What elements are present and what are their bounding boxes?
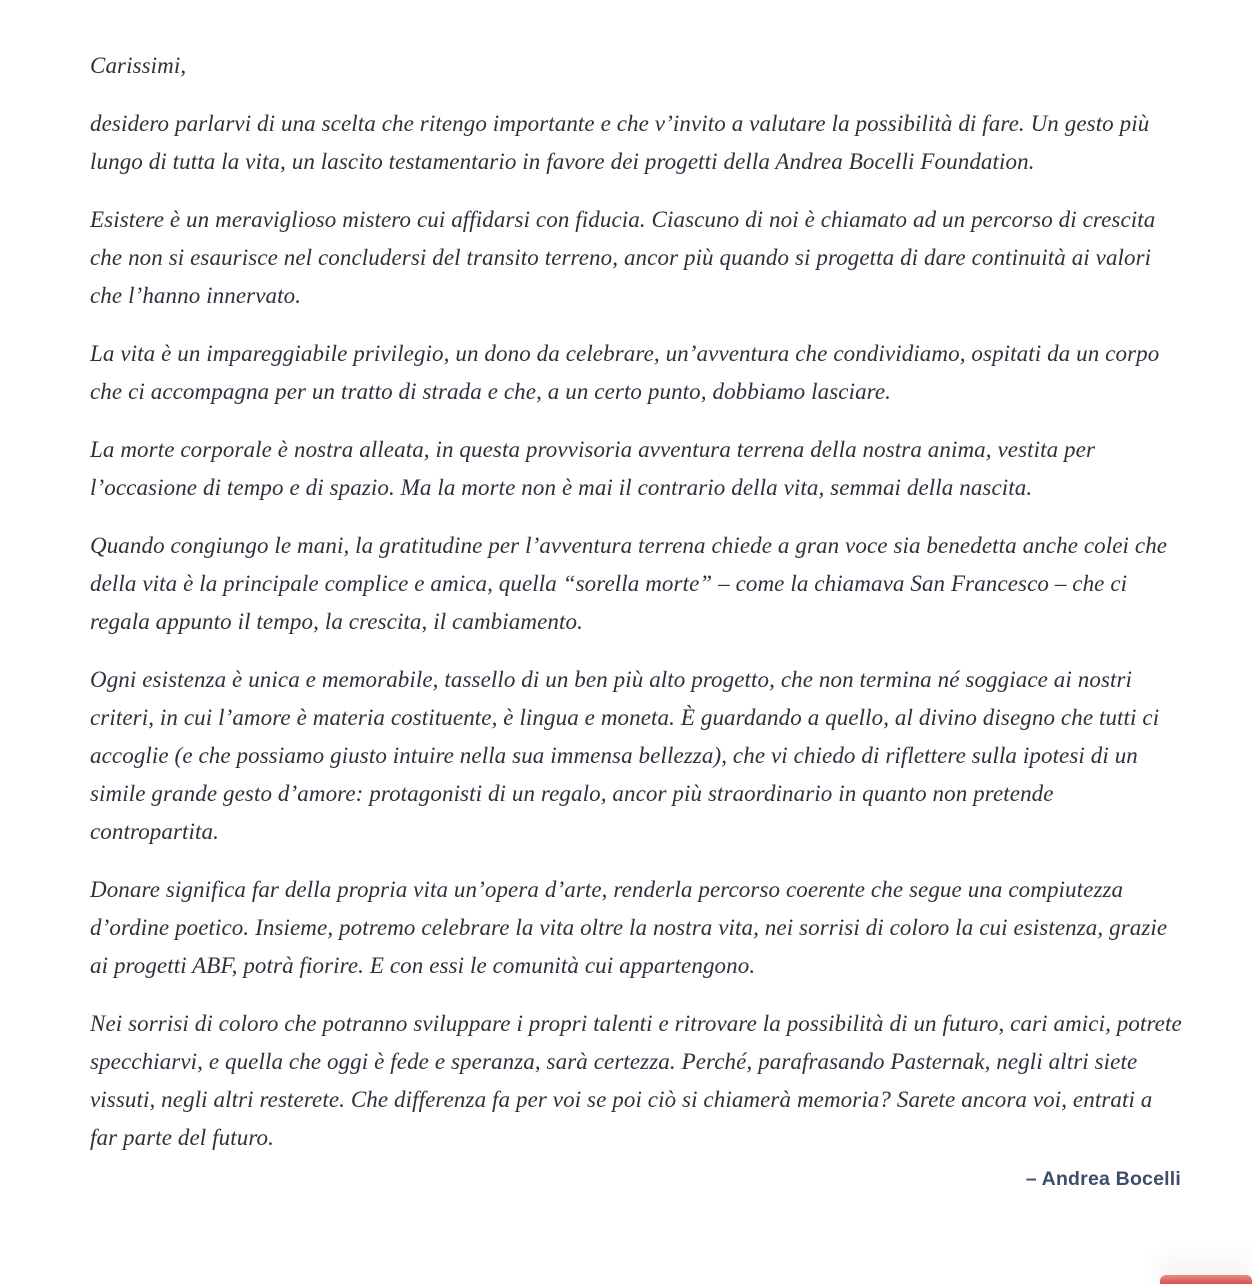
letter-paragraph: Esistere è un meraviglioso mistero cui affidarsi con fiducia. Ciascuno di noi è chiamato ad un percorso di crescita che non si esaurisce nel concludersi del transito terreno, ancor più quando si progetta di dare continuità ai valori che l’hanno innervato. [90,207,1156,308]
letter-paragraph: Donare significa far della propria vita un’opera d’arte, renderla percorso coerente che segue una compiutezza d’ordine poetico. Insieme, potremo celebrare la vita oltre la nostra vita, nei sorrisi di coloro la cui esistenza, grazie ai progetti ABF, potrà fiorire. E con essi le comunità cui appartengono. [90,877,1168,978]
letter-paragraph: La morte corporale è nostra alleata, in questa provvisoria avventura terrena della nostra anima, vestita per l’occasione di tempo e di spazio. Ma la morte non è mai il contrario della vita, semmai della nascita. [90,437,1096,500]
letter-signature: – Andrea Bocelli [1025,1168,1181,1190]
letter-paragraph: La vita è un impareggiabile privilegio, un dono da celebrare, un’avventura che condividiamo, ospitati da un corpo che ci accompagna per un tratto di strada e che, a un certo punto, dobbiamo lasciare. [90,341,1160,404]
letter-paragraph: Nei sorrisi di coloro che potranno sviluppare i propri talenti e ritrovare la possibilità di un futuro, cari amici, potrete specchiarvi, e quella che oggi è fede e speranza, sarà certezza. Perché, parafrasando Pasternak, negli altri siete vissuti, negli altri resterete. Che differenza fa per voi se poi ciò si chiamerà memoria? Sarete ancora voi, entrati a far parte del futuro. [90,1011,1182,1150]
letter-body [90,47,1182,1177]
letter-paragraph: Quando congiungo le mani, la gratitudine per l’avventura terrena chiede a gran voce sia benedetta anche colei che della vita è la principale complice e amica, quella “sorella morte” – come la chiamava San Francesco – che ci regala appunto il tempo, la crescita, il cambiamento. [90,533,1168,634]
letter-paragraph: Ogni esistenza è unica e memorabile, tassello di un ben più alto progetto, che non termina né soggiace ai nostri criteri, in cui l’amore è materia costituente, è lingua e moneta. È guardando a quello, al divino disegno che tutti ci accoglie (e che possiamo giusto intuire nella sua immensa bellezza), che vi chiedo di riflettere sulla ipotesi di un simile grande gesto d’amore: protagonisti di un regalo, ancor più straordinario in quanto non pretende contropartita. [90,667,1160,844]
letter-salutation: Carissimi, [90,53,187,78]
letter-paragraph: desidero parlarvi di una scelta che ritengo importante e che v’invito a valutare la possibilità di fare. Un gesto più lungo di tutta la vita, un lascito testamentario in favore dei progetti della Andrea Bocelli Foundation. [90,111,1150,174]
